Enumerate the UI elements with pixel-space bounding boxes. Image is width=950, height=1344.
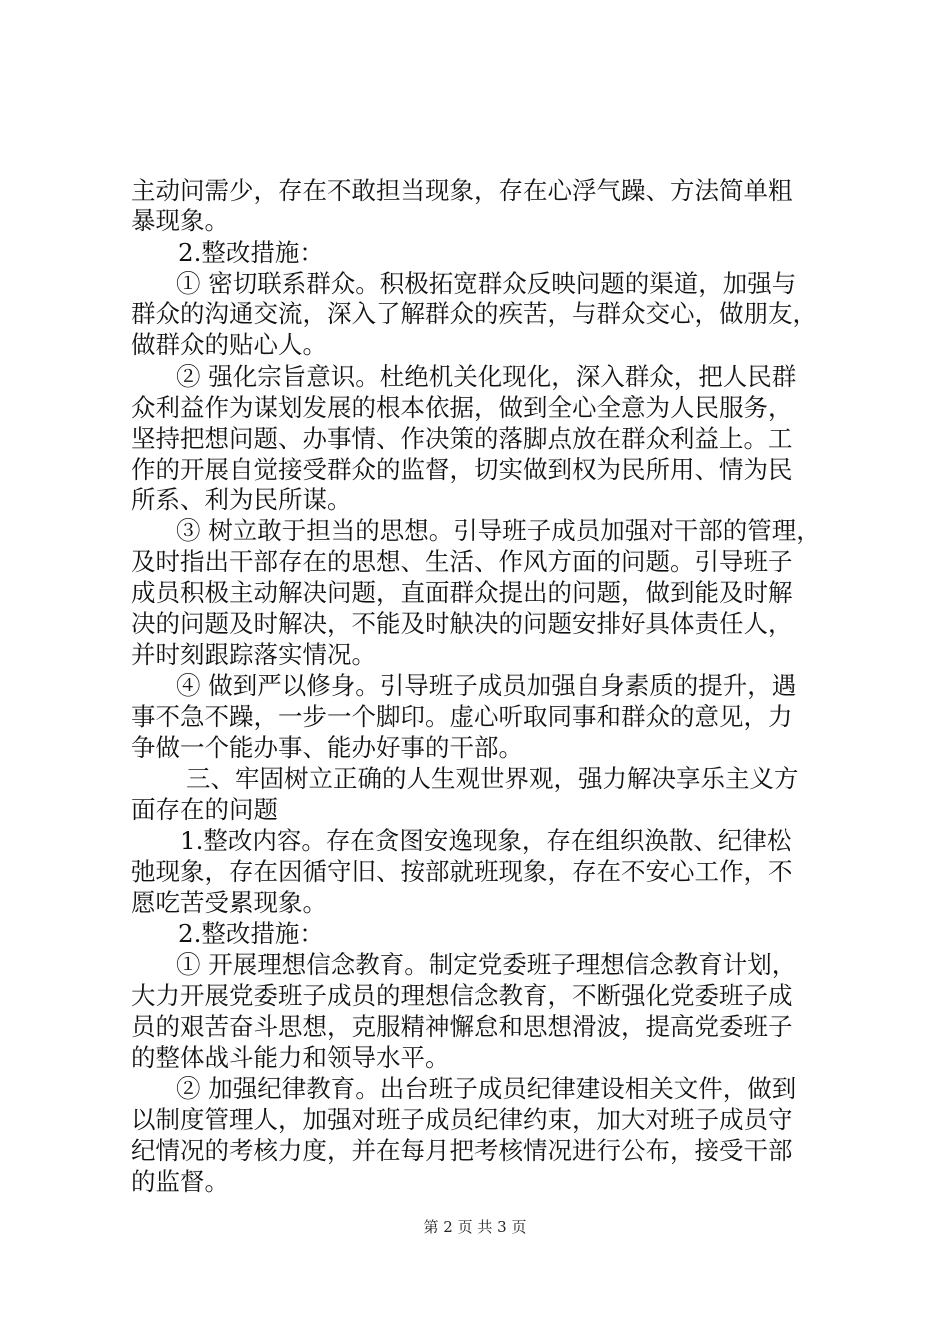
paragraph-line: 的监督。: [131, 1167, 229, 1196]
paragraph-line: 暴现象。: [131, 206, 229, 235]
paragraph-line: 纪情况的考核力度，并在每月把考核情况进行公布，接受干部: [131, 1136, 793, 1165]
paragraph-line: ④ 做到严以修身。引导班子成员加强自身素质的提升，遇: [176, 671, 797, 700]
page-number-footer: 第 2 页 共 3 页: [423, 1218, 527, 1236]
paragraph-line: 及时指出干部存在的思想、生活、作风方面的问题。引导班子: [131, 547, 793, 576]
paragraph-line: ② 加强纪律教育。出台班子成员纪律建设相关文件，做到: [176, 1074, 797, 1103]
paragraph-line: 群众的沟通交流，深入了解群众的疾苦，与群众交心，做朋友，: [131, 299, 817, 328]
paragraph-line: 做群众的贴心人。: [131, 330, 327, 359]
paragraph-line: ① 密切联系群众。积极拓宽群众反映问题的渠道，加强与: [176, 269, 797, 298]
paragraph-line: ① 开展理想信念教育。制定党委班子理想信念教育计划，: [176, 950, 797, 979]
section-heading: 面存在的问题: [131, 795, 278, 824]
paragraph-line: 成员积极主动解决问题，直面群众提出的问题，做到能及时解: [131, 578, 793, 607]
paragraph-line: 2.整改措施：: [178, 919, 324, 948]
paragraph-line: 1.整改内容。存在贪图安逸现象，存在组织涣散、纪律松: [180, 826, 792, 855]
paragraph-line: 争做一个能办事、能办好事的干部。: [131, 733, 523, 762]
paragraph-line: 弛现象，存在因循守旧、按部就班现象，存在不安心工作，不: [131, 857, 793, 886]
paragraph-line: ③ 树立敢于担当的思想。引导班子成员加强对干部的管理，: [176, 516, 821, 545]
paragraph-line: 以制度管理人，加强对班子成员纪律约束，加大对班子成员守: [131, 1105, 793, 1134]
paragraph-line: 愿吃苦受累现象。: [131, 888, 327, 917]
paragraph-line: 事不急不躁，一步一个脚印。虚心听取同事和群众的意见，力: [131, 702, 793, 731]
paragraph-line: 所系、利为民所谋。: [131, 485, 352, 514]
paragraph-line: 众利益作为谋划发展的根本依据，做到全心全意为人民服务，: [131, 393, 793, 422]
paragraph-line: 2.整改措施：: [178, 238, 324, 267]
paragraph-line: 决的问题及时解决，不能及时觖决的问题安排好具体责任人，: [131, 609, 793, 638]
paragraph-line: 坚持把想问题、办事情、作决策的落脚点放在群众利益上。工: [131, 424, 793, 453]
paragraph-line: 的整体战斗能力和领导水平。: [131, 1043, 450, 1072]
paragraph-line: 大力开展党委班子成员的理想信念教育，不断强化党委班子成: [131, 981, 793, 1010]
paragraph-line: 并时刻跟踪落实情况。: [131, 640, 376, 669]
section-heading: 三、牢固树立正确的人生观世界观，强力解决享乐主义方: [186, 764, 799, 793]
paragraph-line: 作的开展自觉接受群众的监督，切实做到权为民所用、情为民: [131, 455, 793, 484]
paragraph-line: ② 强化宗旨意识。杜绝机关化现化，深入群众，把人民群: [176, 362, 797, 391]
paragraph-line: 员的艰苦奋斗思想，克服精神懈怠和思想滑波，提高党委班子: [131, 1012, 793, 1041]
paragraph-line: 主动问需少，存在不敢担当现象，存在心浮气躁、方法简单粗: [131, 176, 793, 205]
